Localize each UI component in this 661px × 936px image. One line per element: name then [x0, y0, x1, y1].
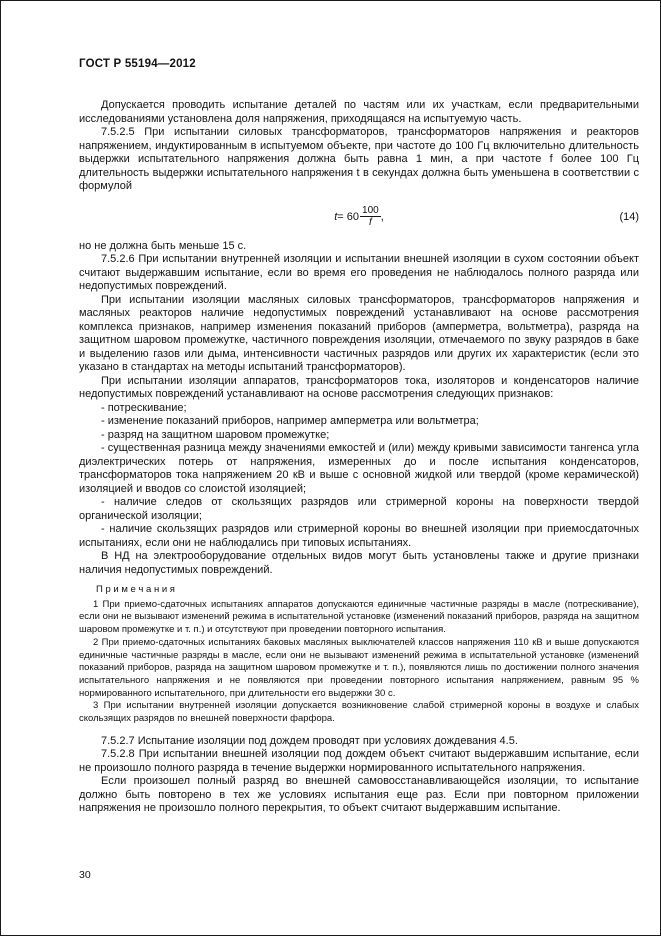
paragraph-oil-transformers: При испытании изоляции масляных силовых трансформаторов, трансформаторов напряжения и масляных реакторов наличие недопустимых повреждений устанавливают на основе рассмотрения комплекса признаков, например изменения показаний приборов (амперметра, вольтметра), разряда на защитном шаровом промежутке, частичного повреждения изоляции, отмечаемого по звуку разрядов в баке и выделению газов или дыма, интенсивности частичных разрядов или других их характеристик (если это указано в стандартах на методы испытаний трансформаторов).: [79, 293, 639, 373]
paragraph-7-5-2-6: 7.5.2.6 При испытании внутренней изоляции и испытании внешней изоляции в сухом состоянии объект считают выдержавшим испытание, если во время его проведения не наблюдалось полного разряда или недопустимых повреждений.: [79, 253, 639, 292]
note-1: 1 При приемо-сдаточных испытаниях аппаратов допускаются единичные частичные разряды в масле (потрескивание), если они не вызывают изменений режима в испытательной установке (изменений показаний приборов, разряда на защитном шаровом промежутке и т. п.) и отсутствуют при проведении повторного испытания.: [79, 598, 639, 636]
note-3: 3 При испытании внутренней изоляции допускается возникновение слабой стримерной короны в воздухе и слабых скользящих разрядов по внешней поверхности фарфора.: [79, 700, 639, 725]
formula-expression: [334, 205, 384, 228]
notes-heading: П р и м е ч а н и я: [96, 584, 175, 595]
list-item-streamer-corona: - наличие скользящих разрядов или стримерной короны во внешней изоляции при приемосдаточных испытаниях, если они не наблюдались при типовых испытаниях.: [79, 523, 639, 549]
paragraph-nd-other-criteria: В НД на электрооборудование отдельных видов могут быть установлены также и другие признаки наличия недопустимых повреждений.: [79, 550, 639, 576]
list-item-capacitance-difference: - существенная разница между значениями емкостей и (или) между кривыми зависимости тангенса угла диэлектрических потерь от напряжения, измеренных до и после испытания конденсаторов, трансформаторов тока напряжением 20 кВ и выше с основной жидкой или твердой (кроме керамической) изоляцией и вводов со слоистой изоляцией;: [79, 442, 639, 495]
paragraph-7-5-2-7: 7.5.2.7 Испытание изоляции под дождем проводят при условиях дождевания 4.5.: [101, 734, 518, 747]
paragraph-parts-testing: Допускается проводить испытание деталей по частям или их участкам, если предварительными исследованиями установлена доля напряжения, приходящаяся на испытуемую часть.: [79, 99, 639, 125]
paragraph-7-5-2-5: 7.5.2.5 При испытании силовых трансформаторов, трансформаторов напряжения и реакторов напряжением, индуктированным в испытуемом объекте, при частоте до 100 Гц включительно длительность выдержки испытательного напряжения должна быть равна 1 мин, а при частоте f более 100 Гц длительность выдержки испытательного напряжения t в секундах должна быть уменьшена в соответствии с формулой: [79, 126, 639, 192]
list-item-crackling: - потрескивание;: [101, 401, 187, 414]
paragraph-7-5-2-8: 7.5.2.8 При испытании внешней изоляции под дождем объект считают выдержавшим испытание, если не произошло полного разряда в течение выдержки нормированного испытательного напряжения.: [79, 748, 639, 774]
text-column: [79, 58, 639, 816]
notes-block: [79, 584, 639, 726]
formula-number: (14): [619, 210, 639, 223]
formula-comma: ,: [380, 210, 384, 223]
formula-14: [79, 194, 639, 240]
document-code: ГОСТ Р 55194—2012: [79, 58, 196, 70]
list-item-sphere-gap-discharge: - разряд на защитном шаровом промежутке;: [101, 428, 330, 441]
formula-denominator: f: [368, 217, 372, 228]
formula-equals: = 60: [337, 210, 360, 223]
paragraph-min-15s: но не должна быть меньше 15 с.: [79, 239, 247, 252]
formula-fraction: [360, 205, 381, 228]
list-item-instrument-readings: - изменение показаний приборов, например амперметра или вольтметра;: [101, 415, 479, 427]
paragraph-apparatus-criteria: При испытании изоляции аппаратов, трансформаторов тока, изоляторов и конденсаторов наличие недопустимых повреждений устанавливают на основе рассмотрения следующих признаков:: [79, 374, 639, 400]
note-2: 2 При приемо-сдаточных испытаниях баковых масляных выключателей классов напряжения 110 кВ и выше допускаются единичные частичные разряды в масле, если они не вызывают изменений режима в испытательной установке (изменений показаний приборов, разряда на защитном шаровом промежутке и т. п.), появляются лишь по достижении полного значения испытательного напряжения и не появляются при проведении повторного испытания напряжением, равным 95 % нормированного испытательного, при длительности его выдержки 30 с.: [79, 636, 639, 699]
list-item-sliding-discharge-traces: - наличие следов от скользящих разрядов или стримерной короны на поверхности твердой органической изоляции;: [79, 496, 639, 522]
page-number: 30: [79, 869, 91, 881]
formula-numerator: 100: [362, 205, 379, 216]
paragraph-full-discharge-repeat: Если произошел полный разряд во внешней самовосстанавливающейся изоляции, то испытание должно быть повторено в тех же условиях испытания еще раз. Если при повторном приложении напряжения не произошло полного перекрытия, то объект считают выдержавшим испытание.: [79, 775, 639, 815]
formula-var-t: t: [334, 210, 338, 223]
